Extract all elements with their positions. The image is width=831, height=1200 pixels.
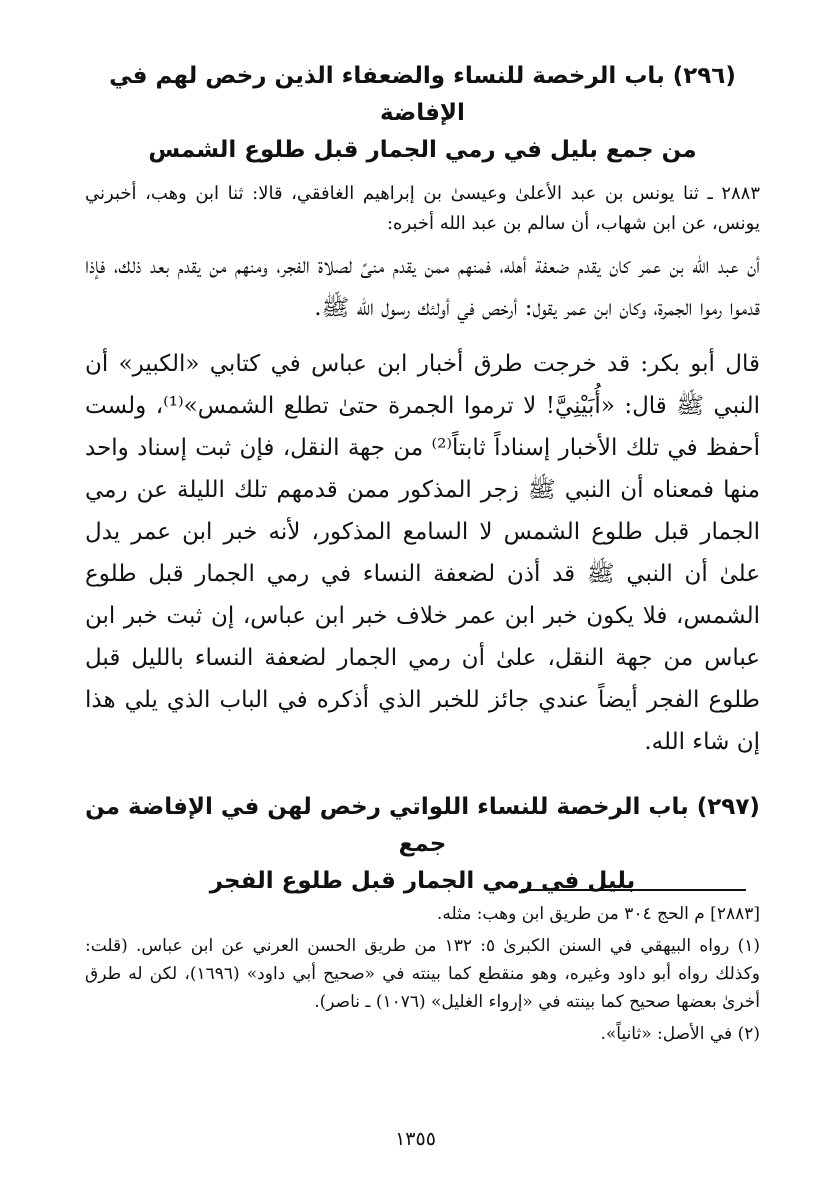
page-number: ١٣٥٥ [395, 1128, 436, 1150]
chapter-297-title-line-1: (٢٩٧) باب الرخصة للنساء اللواتي رخص لهن في الإفاضة من جمع [85, 794, 760, 857]
page-body [85, 58, 760, 900]
chapter-296-title [85, 58, 760, 169]
chapter-297-title [85, 789, 760, 900]
footnote-2: (٢) في الأصل: «ثانياً». [600, 1024, 760, 1044]
footnote-divider [521, 889, 746, 891]
footnote-1: (١) رواه البيهقي في السنن الكبرىٰ ٥: ١٣٢ من طريق الحسن العرني عن ابن عباس. (قلت: وكذلك رواه أبو داود وغيره، وهو منقطع كما بينته في «صحيح أبي داود» (١٦٩٦)، لكن له طرق أخرىٰ بعضها صحيح كما بينته في «إرواء الغليل» (١٠٧٦) ـ ناصر). [85, 936, 760, 1012]
hadith-2883-matn: أن عبد الله بن عمر كان يقدم ضعفة أهله، فمنهم ممن يقدم منىً لصلاة الفجر، ومنهم من يقدم بعد ذلك، فإذا قدموا رموا الجمرة، وكان ابن عمر يقول: أرخص في أولئك رسول الله ﷺ. [85, 253, 760, 321]
footnotes [85, 900, 760, 1052]
footnote-source-ref: [٢٨٨٣] م الحج ٣٠٤ من طريق ابن وهب: مثله. [436, 904, 760, 924]
hadith-2883-isnad: ٢٨٨٣ ـ ثنا يونس بن عبد الأعلىٰ وعيسىٰ بن إبراهيم الغافقي، قالا: ثنا ابن وهب، أخبرني يونس، عن ابن شهاب، أن سالم بن عبد الله أخبره: [85, 183, 760, 234]
chapter-297-title-line-2: بليل في رمي الجمار قبل طلوع الفجر [209, 868, 636, 894]
chapter-296-title-line-2: من جمع بليل في رمي الجمار قبل طلوع الشمس [148, 137, 697, 163]
abu-bakr-commentary: قال أبو بكر: قد خرجت طرق أخبار ابن عباس في كتابي «الكبير» أن النبي ﷺ قال: «أُبَيْنِيَّ! لا ترموا الجمرة حتىٰ تطلع الشمس»⁽¹⁾، ولست أحفظ في تلك الأخبار إسناداً ثابتاً⁽²⁾ من جهة النقل، فإن ثبت إسناد واحد منها فمعناه أن النبي ﷺ زجر المذكور ممن قدمهم تلك الليلة عن رمي الجمار قبل طلوع الشمس لا السامع المذكور، لأنه خبر ابن عمر يدل علىٰ أن النبي ﷺ قد أذن لضعفة النساء في رمي الجمار قبل طلوع الشمس، فلا يكون خبر ابن عمر خلاف خبر ابن عباس، إن ثبت خبر ابن عباس من جهة النقل، علىٰ أن رمي الجمار لضعفة النساء بالليل قبل طلوع الفجر أيضاً عندي جائز للخبر الذي أذكره في الباب الذي يلي هذا إن شاء الله. [85, 351, 760, 755]
chapter-296-title-line-1: (٢٩٦) باب الرخصة للنساء والضعفاء الذين رخص لهم في الإفاضة [109, 63, 736, 126]
